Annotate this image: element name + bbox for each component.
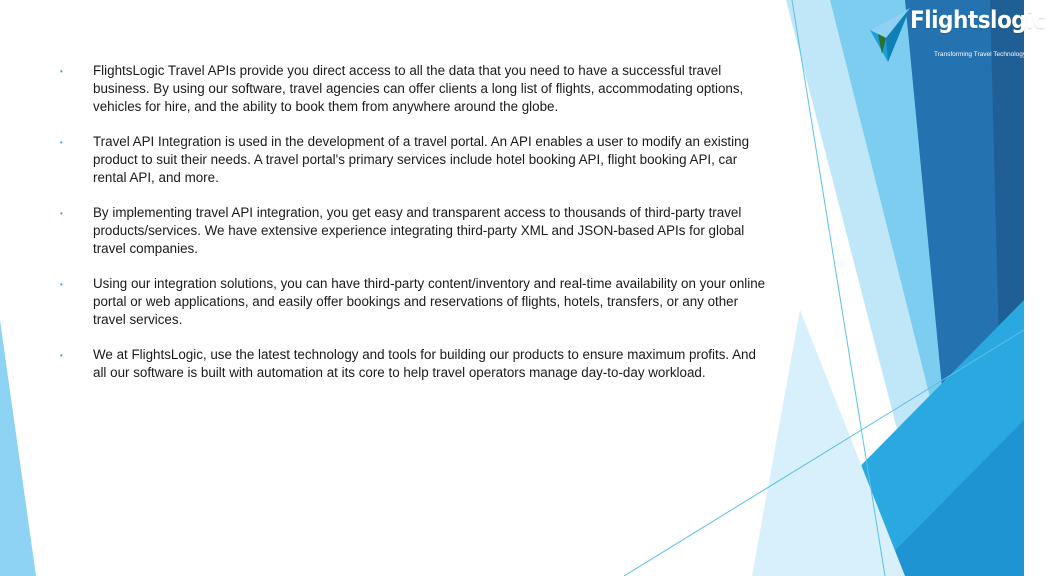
bullet-text: Using our integration solutions, you can have third-party content/inventory and real-time availability on your online portal or web applications, and easily offer bookings and reservations of flights, hotels, transfers, or any other travel services. (93, 276, 766, 327)
bullet-dot: • (60, 280, 63, 289)
bullet-item-3 (60, 204, 772, 258)
paper-plane-icon (868, 4, 912, 62)
bullet-item-4 (60, 275, 772, 329)
bg-left-edge-strip (0, 320, 36, 576)
logo-tagline: Transforming Travel Technology (934, 51, 1027, 58)
bullet-dot: • (60, 67, 63, 76)
bullet-list (60, 62, 772, 399)
flightslogic-logo (868, 4, 1045, 66)
bullet-dot: • (60, 351, 63, 360)
bullet-item-2 (60, 133, 772, 187)
bullet-text: Travel API Integration is used in the development of a travel portal. An API enables a user to modify an existing product to suit their needs. A travel portal's primary services include hotel booking API, flight booking API, car rental API, and more. (93, 134, 750, 185)
logo-wordmark: Flightslogic (910, 6, 1045, 34)
bullet-text: We at FlightsLogic, use the latest technology and tools for building our products to ensure maximum profits. And all our software is built with automation at its core to help travel operators manage day-to-day workload. (93, 347, 756, 380)
bullet-text: By implementing travel API integration, you get easy and transparent access to thousands of third-party travel products/services. We have extensive experience integrating third-party XML and JSON-based APIs for global travel companies. (93, 205, 745, 256)
bullet-item-5 (60, 346, 772, 382)
bullet-item-1 (60, 62, 772, 116)
bullet-dot: • (60, 209, 63, 218)
bullet-text: FlightsLogic Travel APIs provide you direct access to all the data that you need to have a successful travel business. By using our software, travel agencies can offer clients a long list of flights, accommodating options, vehicles for hire, and the ability to book them from anywhere around the globe. (93, 63, 744, 114)
bullet-dot: • (60, 138, 63, 147)
